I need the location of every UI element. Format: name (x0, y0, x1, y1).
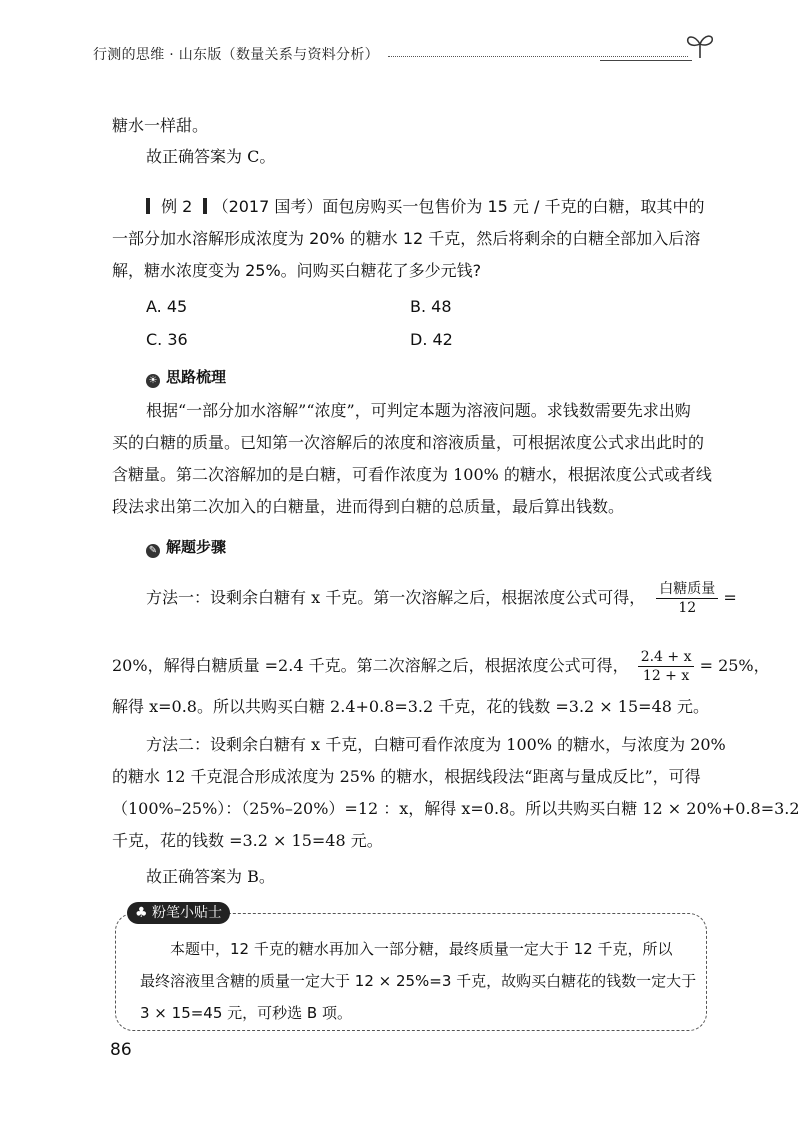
tip-line-1: 本题中，12 千克的糖水再加入一部分糖，最终质量一定大于 12 千克，所以 (170, 940, 673, 958)
page-number: 86 (110, 1040, 132, 1060)
solution-answer: 故正确答案为 B。 (146, 867, 275, 886)
example-tag-bar-right (203, 198, 207, 214)
method1-line-2 (112, 648, 770, 685)
lightbulb-icon: ☀ (146, 374, 160, 388)
method1-equals: = (723, 588, 737, 607)
intro-line-1: 糖水一样甜。 (112, 116, 209, 135)
thinking-line-1: 根据“一部分加水溶解”“浓度”，可判定本题为溶液问题。求钱数需要先求出购 (146, 401, 691, 420)
thinking-heading-label: 思路梳理 (166, 368, 227, 386)
method2-line-2: 的糖水 12 千克混合形成浓度为 25% 的糖水，根据线段法“距离与量成反比”，可得 (112, 767, 701, 786)
method2-line-1: 方法二：设剩余白糖有 x 千克，白糖可看作浓度为 100% 的糖水，与浓度为 20% (146, 735, 726, 754)
tip-line-3: 3 × 15=45 元，可秒选 B 项。 (140, 1004, 352, 1022)
header-rule (600, 60, 692, 61)
fraction-1-denominator: 12 (678, 600, 697, 616)
pen-icon: ✎ (146, 544, 160, 558)
thinking-line-2: 买的白糖的质量。已知第一次溶解后的浓度和溶液质量，可根据浓度公式求出此时的 (112, 433, 705, 452)
method2-line-4: 千克，花的钱数 =3.2 × 15=48 元。 (112, 831, 383, 850)
example-line-2: 一部分加水溶解形成浓度为 20% 的糖水 12 千克，然后将剩余的白糖全部加入后溶 (112, 229, 701, 248)
fraction-concentration (638, 648, 695, 685)
option-c: C. 36 (146, 330, 188, 349)
tip-label (127, 902, 230, 924)
option-d: D. 42 (410, 330, 453, 349)
sprout-icon (684, 30, 716, 60)
sprout-small-icon: ♣ (135, 905, 148, 921)
solution-heading (146, 536, 226, 558)
tip-line-2: 最终溶液里含糖的质量一定大于 12 × 25%=3 千克，故购买白糖花的钱数一定大于 (140, 972, 697, 990)
method1-text-2-end: = 25%， (699, 656, 770, 675)
fraction-2-numerator: 2.4 + x (638, 648, 695, 667)
tip-label-text: 粉笔小贴士 (152, 905, 223, 921)
fraction-sugar-mass (656, 580, 718, 617)
method1-line-3: 解得 x=0.8。所以共购买白糖 2.4+0.8=3.2 千克，花的钱数 =3.2 × 15=48 元。 (112, 697, 710, 716)
intro-answer: 故正确答案为 C。 (146, 147, 276, 166)
example-tag: 例 2 (161, 197, 193, 216)
method1-line-1 (146, 580, 737, 617)
example-header (146, 196, 704, 218)
method1-text-1: 方法一：设剩余白糖有 x 千克。第一次溶解之后，根据浓度公式可得， (146, 588, 646, 607)
thinking-line-3: 含糖量。第二次溶解加的是白糖，可看作浓度为 100% 的糖水，根据浓度公式或者线 (112, 465, 712, 484)
option-b: B. 48 (410, 297, 452, 316)
solution-heading-label: 解题步骤 (166, 538, 227, 556)
fraction-1-numerator: 白糖质量 (656, 580, 718, 599)
running-header: 行测的思维 · 山东版（数量关系与资料分析） (93, 47, 379, 63)
thinking-heading (146, 366, 226, 388)
thinking-line-4: 段法求出第二次加入的白糖量，进而得到白糖的总质量，最后算出钱数。 (112, 497, 625, 516)
fraction-2-denominator: 12 + x (642, 668, 690, 684)
example-line-1: （2017 国考）面包房购买一包售价为 15 元 / 千克的白糖，取其中的 (212, 197, 705, 216)
header-dotted-rule (388, 56, 688, 57)
example-line-3: 解，糖水浓度变为 25%。问购买白糖花了多少元钱? (112, 261, 482, 280)
method1-text-2: 20%，解得白糖质量 =2.4 千克。第二次溶解之后，根据浓度公式可得， (112, 656, 629, 675)
example-tag-bar-left (146, 198, 150, 214)
option-a: A. 45 (146, 297, 188, 316)
method2-line-3: （100%–25%）：（25%–20%）=12 ：x，解得 x=0.8。所以共购买白糖 12 × 20%+0.8=3.2 (112, 799, 800, 818)
